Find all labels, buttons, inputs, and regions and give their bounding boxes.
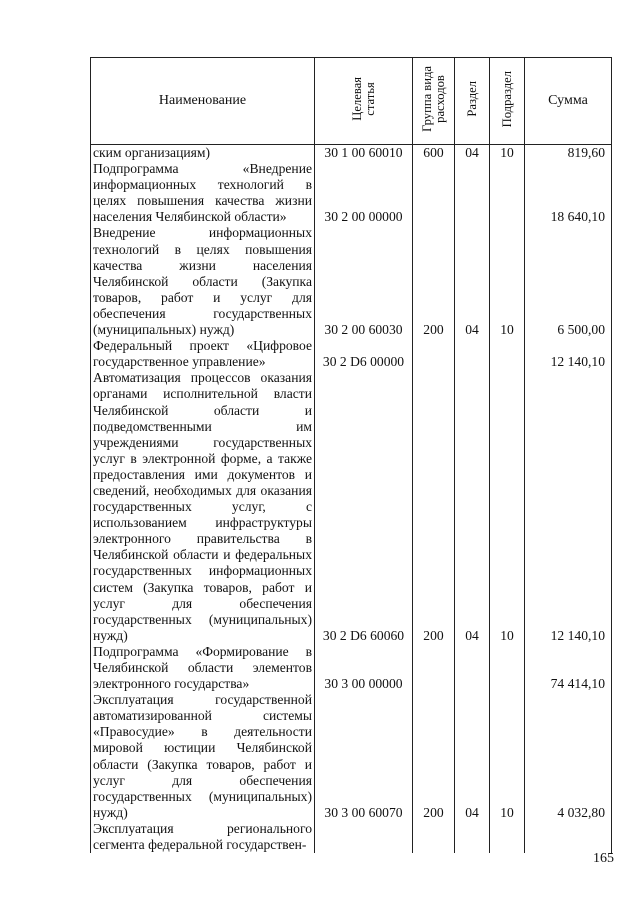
row-name: Автоматизация процессов оказания органами исполнительной власти Челябинской области и подведомственными им учреждениями государственных услуг в электронной форме, а также предоставления ими документов и сведений, необходимых для оказания государственных услуг, с использованием инфраструктуры электронного правительства в Челябинской области и федеральных государственных информационных систем (Закупка товаров, работ и услуг для обеспечения государственных (муниципальных) нужд): [91, 370, 315, 644]
row-target: 30 3 00 00000: [315, 644, 413, 692]
header-section: Раздел: [464, 81, 479, 117]
row-name: Эксплуатация государственной автоматизированной системы «Правосудие» в деятельности мировой юстиции Челябинской области (Закупка товаров, работ и услуг для обеспечения государственных (муниципальных) нужд): [91, 692, 315, 821]
table-row: [91, 338, 612, 370]
row-group: 600: [413, 145, 455, 162]
row-group: 200: [413, 225, 455, 338]
table-row: [91, 821, 612, 853]
row-section: 04: [455, 692, 490, 821]
header-sum: Сумма: [525, 58, 612, 145]
row-subsection: 10: [490, 370, 525, 644]
row-sum: [525, 821, 612, 853]
row-group: 200: [413, 692, 455, 821]
row-subsection: 10: [490, 145, 525, 162]
row-section: [455, 161, 490, 225]
row-sum: 6 500,00: [525, 225, 612, 338]
budget-table: [90, 57, 612, 853]
table-row: [91, 644, 612, 692]
table-row: [91, 370, 612, 644]
header-group: Группа вида расходов: [419, 66, 447, 132]
row-section: 04: [455, 225, 490, 338]
header-target-cell: [315, 58, 413, 145]
row-name: Подпрограмма «Внедрение информационных технологий в целях повышения качества жизни населения Челябинской области»: [91, 161, 315, 225]
header-subsection-cell: [490, 58, 525, 145]
row-sum: 4 032,80: [525, 692, 612, 821]
row-target: 30 3 00 60070: [315, 692, 413, 821]
header-subsection: Подраздел: [499, 70, 514, 128]
row-target: 30 2 D6 60060: [315, 370, 413, 644]
row-sum: 12 140,10: [525, 338, 612, 370]
row-group: [413, 644, 455, 692]
row-name: Федеральный проект «Цифровое государственное управление»: [91, 338, 315, 370]
table-row: [91, 161, 612, 225]
row-section: [455, 338, 490, 370]
row-section: [455, 644, 490, 692]
row-sum: 74 414,10: [525, 644, 612, 692]
table-row: [91, 145, 612, 162]
header-target: Целевая статья: [349, 77, 377, 121]
row-sum: 819,60: [525, 145, 612, 162]
row-target: 30 2 D6 00000: [315, 338, 413, 370]
row-name: ским организациям): [91, 145, 315, 162]
row-name: Эксплуатация регионального сегмента федеральной государствен-: [91, 821, 315, 853]
row-target: 30 1 00 60010: [315, 145, 413, 162]
row-target: 30 2 00 60030: [315, 225, 413, 338]
row-sum: 12 140,10: [525, 370, 612, 644]
row-group: [413, 161, 455, 225]
page-number: 165: [593, 851, 614, 866]
header-name: Наименование: [91, 58, 315, 145]
row-target: 30 2 00 00000: [315, 161, 413, 225]
row-group: 200: [413, 370, 455, 644]
row-name: Внедрение информационных технологий в целях повышения качества жизни населения Челябинской области (Закупка товаров, работ и услуг для обеспечения государственных (муниципальных) нужд): [91, 225, 315, 338]
header-section-cell: [455, 58, 490, 145]
row-section: 04: [455, 145, 490, 162]
row-subsection: [490, 821, 525, 853]
row-section: [455, 821, 490, 853]
row-subsection: [490, 338, 525, 370]
header-group-cell: [413, 58, 455, 145]
row-subsection: 10: [490, 692, 525, 821]
table-row: [91, 692, 612, 821]
row-name: Подпрограмма «Формирование в Челябинской области элементов электронного государства»: [91, 644, 315, 692]
table-row: [91, 225, 612, 338]
row-sum: 18 640,10: [525, 161, 612, 225]
row-group: [413, 821, 455, 853]
row-group: [413, 338, 455, 370]
row-subsection: [490, 161, 525, 225]
row-target: [315, 821, 413, 853]
row-subsection: 10: [490, 225, 525, 338]
row-subsection: [490, 644, 525, 692]
row-section: 04: [455, 370, 490, 644]
table-header-row: [91, 58, 612, 145]
